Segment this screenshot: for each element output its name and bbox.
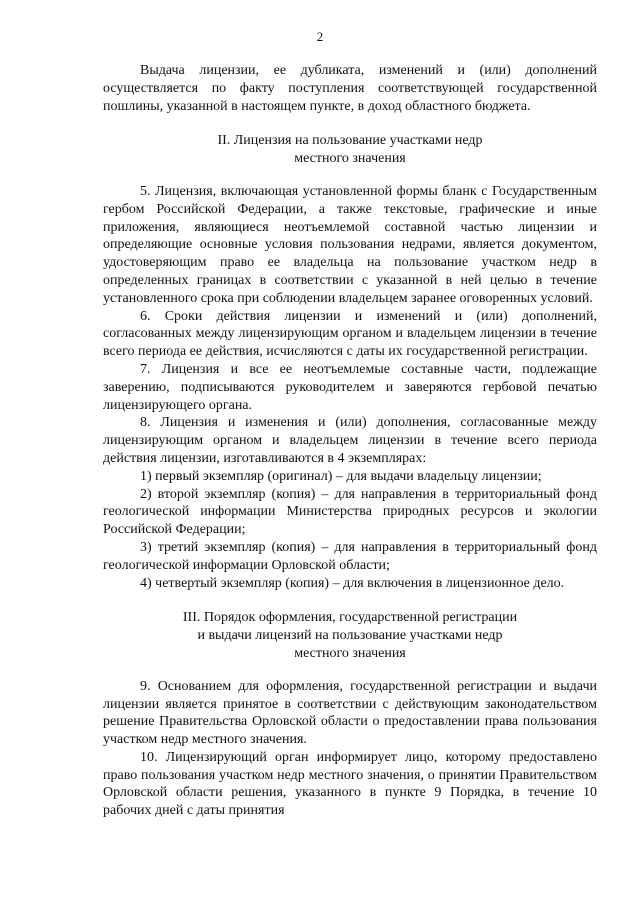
paragraph-9: 9. Основанием для оформления, государственной регистрации и выдачи лицензии является принятое в соответствии с действующим законодательством решение Правительства Орловской области о предоставлении права пользования участком недр местного значения. <box>103 678 597 748</box>
paragraph-7: 7. Лицензия и все ее неотъемлемые составные части, подлежащие заверению, подписываются руководителем и заверяются гербовой печатью лицензирующего органа. <box>103 361 597 413</box>
section-3-body <box>103 678 597 820</box>
list-item-1: 1) первый экземпляр (оригинал) – для выдачи владельцу лицензии; <box>140 468 542 484</box>
section-3-heading-line-2: и выдачи лицензий на пользование участками недр <box>197 628 503 644</box>
section-2-heading-line-2: местного значения <box>294 151 406 167</box>
document-body <box>103 62 597 820</box>
list-item-2: 2) второй экземпляр (копия) – для направления в территориальный фонд геологической информации Министерства природных ресурсов и экологии Российской Федерации; <box>103 486 597 538</box>
section-3-heading <box>103 609 597 662</box>
page-number: 2 <box>316 29 324 44</box>
list-item-4: 4) четвертый экземпляр (копия) – для включения в лицензионное дело. <box>140 575 565 591</box>
list-item-3: 3) третий экземпляр (копия) – для направления в территориальный фонд геологической информации Орловской области; <box>103 539 597 573</box>
paragraph-5: 5. Лицензия, включающая установленной формы бланк с Государственным гербом Российской Федерации, а также текстовые, графические и иные приложения, являющиеся неотъемлемой составной частью лицензии и определяющие основные условия пользования недрами, является документом, удостоверяющим право ее владельца на пользование участком недр в определенных границах в соответствии с указанной в ней целью в течение установленного срока при соблюдении владельцем заранее оговоренных условий. <box>103 183 597 306</box>
paragraph-8: 8. Лицензия и изменения и (или) дополнения, согласованные между лицензирующим органом и владельцем лицензии в течение всего периода действия лицензии, изготавливаются в 4 экземплярах: <box>103 415 597 466</box>
intro-paragraph: Выдача лицензии, ее дубликата, изменений и (или) дополнений осуществляется по факту поступления соответствующей государственной пошлины, указанной в настоящем пункте, в доход областного бюджета. <box>103 63 597 114</box>
paragraph-6: 6. Сроки действия лицензии и изменений и (или) дополнений, согласованных между лицензирующим органом и владельцем лицензии в течение всего периода ее действия, исчисляются с даты их государственной регистрации. <box>103 308 597 360</box>
section-2-body <box>103 183 597 592</box>
section-3-heading-line-3: местного значения <box>294 645 406 661</box>
section-3-heading-line-1: III. Порядок оформления, государственной регистрации <box>182 610 518 626</box>
section-2-heading-line-1: II. Лицензия на пользование участками недр <box>217 133 483 149</box>
paragraph-10: 10. Лицензирующий орган информирует лицо, которому предоставлено право пользования участком недр местного значения, о принятии Правительством Орловской области решения, указанного в пункте 9 Порядка, в течение 10 рабочих дней с даты принятия <box>103 749 597 819</box>
section-2-heading <box>103 132 597 168</box>
